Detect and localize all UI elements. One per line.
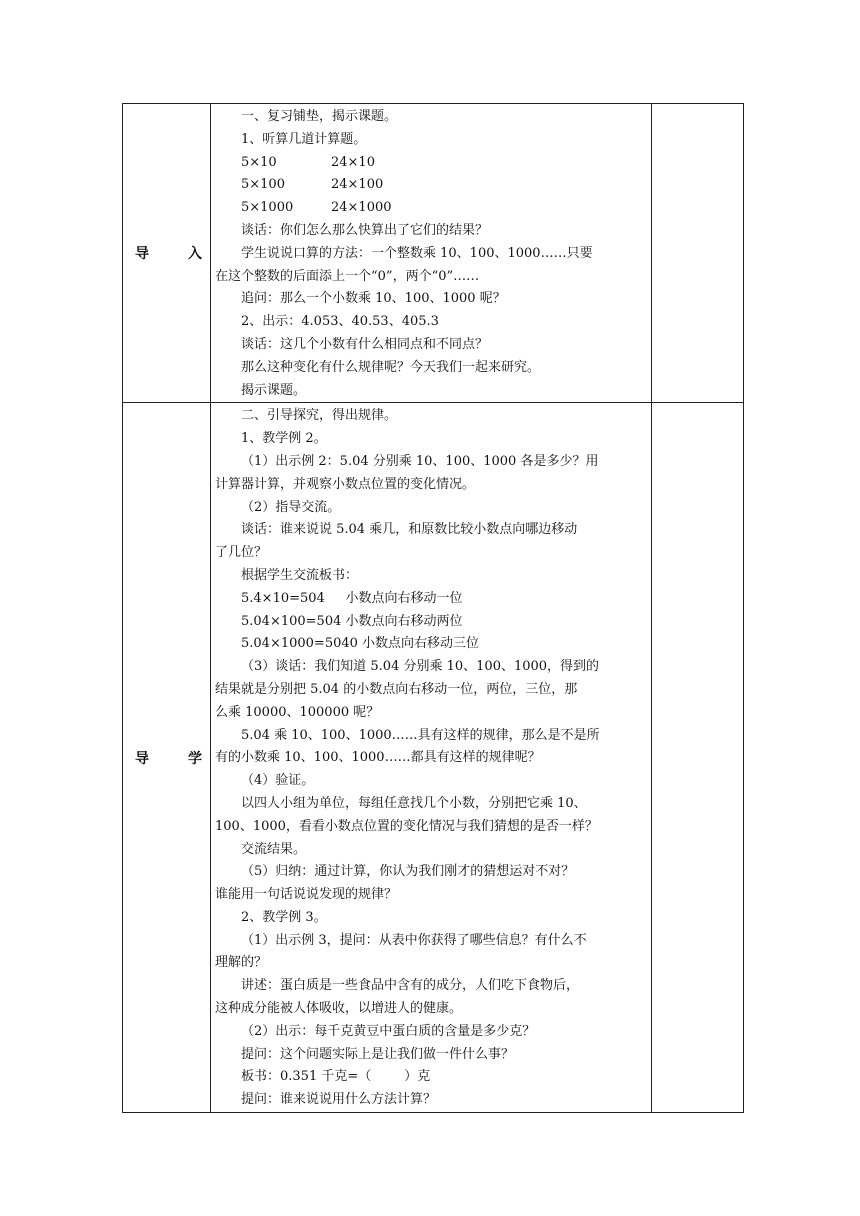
text-line: （2）出示：每千克黄豆中蛋白质的含量是多少克？ bbox=[241, 1023, 536, 1039]
text-line: 有的小数乘 10、100、1000……都具有这样的规律呢？ bbox=[215, 750, 541, 766]
notes-cell bbox=[652, 403, 744, 1113]
row-label-char: 导 bbox=[135, 246, 149, 263]
text-line: 在这个整数的后面添上一个“0”，两个“0”…… bbox=[215, 268, 480, 284]
calc-item: 24×1000 bbox=[331, 200, 392, 216]
calc-item: 5×1000 bbox=[241, 200, 294, 216]
text-line: 那么这种变化有什么规律呢？今天我们一起来研究。 bbox=[241, 359, 541, 375]
text-line: 一、复习铺垫，揭示课题。 bbox=[241, 109, 398, 124]
text-line: 100、1000，看看小数点位置的变化情况与我们猜想的是否一样？ bbox=[215, 818, 598, 834]
text-line: 揭示课题。 bbox=[241, 382, 307, 398]
table-row-guided-study bbox=[123, 403, 744, 1113]
text-line: 讲述：蛋白质是一些食品中含有的成分，人们吃下食物后， bbox=[241, 978, 580, 994]
calc-row bbox=[215, 174, 647, 197]
text-line: 谈话：谁来说说 5.04 乘几，和原数比较小数点向哪边移动 bbox=[241, 522, 578, 538]
text-line: （5）归纳：通过计算，你认为我们刚才的猜想运对不对？ bbox=[241, 864, 575, 880]
notes-cell bbox=[652, 104, 744, 403]
text-line: 1、教学例 2。 bbox=[241, 431, 327, 447]
text-line: 5.04×1000=5040 小数点向右移动三位 bbox=[241, 636, 480, 652]
text-line: 板书：0.351 千克=（ ）克 bbox=[241, 1069, 431, 1085]
text-line: 追问：那么一个小数乘 10、100、1000 呢？ bbox=[241, 291, 506, 307]
text-line: 结果就是分别把 5.04 的小数点向右移动一位，两位，三位，那 bbox=[215, 681, 578, 697]
table-row-intro bbox=[123, 104, 744, 403]
text-line: 计算器计算，并观察小数点位置的变化情况。 bbox=[215, 476, 476, 492]
content-text bbox=[211, 403, 651, 1112]
text-line: 提问：谁来说说用什么方法计算？ bbox=[241, 1092, 437, 1108]
calc-item: 5×100 bbox=[241, 177, 285, 193]
text-line: 这种成分能被人体吸收，以增进人的健康。 bbox=[215, 1001, 463, 1017]
row-label-char: 学 bbox=[188, 750, 202, 767]
text-line: 二、引导探究，得出规律。 bbox=[241, 408, 398, 424]
text-line: 2、出示：4.053、40.53、405.3 bbox=[241, 314, 439, 330]
text-line: 以四人小组为单位，每组任意找几个小数，分别把它乘 10、 bbox=[241, 795, 587, 811]
text-line: 5.04×100=504 小数点向右移动两位 bbox=[241, 613, 463, 629]
row-label-cell bbox=[123, 403, 211, 1113]
text-line: 提问：这个问题实际上是让我们做一件什么事？ bbox=[241, 1046, 515, 1062]
row-label-char: 入 bbox=[188, 246, 202, 263]
text-line: 2、教学例 3。 bbox=[241, 909, 327, 925]
text-line: 1、听算几道计算题。 bbox=[241, 131, 367, 147]
content-text bbox=[211, 104, 651, 402]
text-line: 交流结果。 bbox=[241, 841, 307, 857]
row-label bbox=[123, 748, 210, 768]
calc-item: 24×10 bbox=[331, 154, 375, 170]
calc-item: 5×10 bbox=[241, 154, 277, 170]
text-line: （3）谈话：我们知道 5.04 分别乘 10、100、1000，得到的 bbox=[241, 659, 600, 675]
text-line: 理解的？ bbox=[215, 955, 268, 971]
content-cell bbox=[211, 403, 652, 1113]
calc-item: 24×100 bbox=[331, 177, 384, 193]
lesson-plan-table bbox=[122, 103, 744, 1113]
text-line: 谈话：你们怎么那么快算出了它们的结果？ bbox=[241, 222, 489, 238]
text-line: 了几位？ bbox=[215, 545, 268, 561]
text-line: 5.4×10=504 小数点向右移动一位 bbox=[241, 590, 463, 606]
row-label-char: 导 bbox=[135, 750, 149, 767]
content-cell bbox=[211, 104, 652, 403]
text-line: （1）出示例 2：5.04 分别乘 10、100、1000 各是多少？用 bbox=[241, 453, 599, 469]
text-line: 根据学生交流板书： bbox=[241, 567, 359, 583]
text-line: （4）验证。 bbox=[241, 773, 315, 789]
text-line: （1）出示例 3，提问：从表中你获得了哪些信息？有什么不 bbox=[241, 932, 587, 948]
row-label bbox=[123, 243, 210, 263]
calc-row bbox=[215, 197, 647, 220]
text-line: 么乘 10000、100000 呢？ bbox=[215, 704, 380, 720]
text-line: 谁能用一句话说说发现的规律？ bbox=[215, 887, 398, 903]
text-line: 谈话：这几个小数有什么相同点和不同点？ bbox=[241, 336, 489, 352]
row-label-cell bbox=[123, 104, 211, 403]
text-line: 学生说说口算的方法：一个整数乘 10、100、1000……只要 bbox=[241, 245, 593, 261]
text-line: （2）指导交流。 bbox=[241, 499, 341, 515]
text-line: 5.04 乘 10、100、1000……具有这样的规律，那么是不是所 bbox=[241, 727, 600, 743]
calc-row bbox=[215, 152, 647, 175]
